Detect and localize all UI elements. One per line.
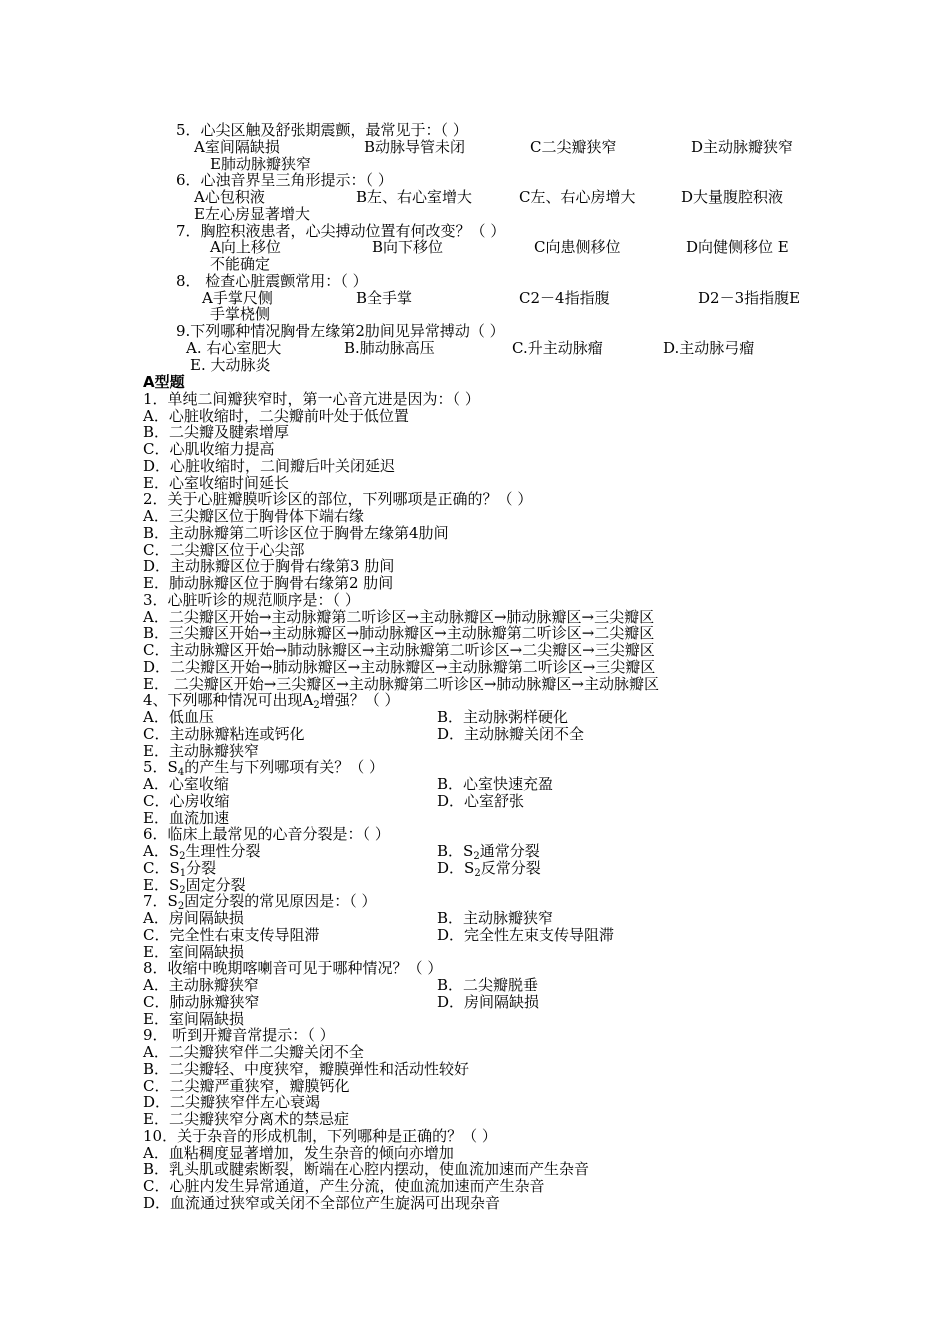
question-8-stem: 8．收缩中晚期喀喇音可见于哪种情况？（ ） xyxy=(143,959,443,978)
option-e: E．血流加速 xyxy=(143,808,229,827)
option-b: B．三尖瓣区开始→主动脉瓣区→肺动脉瓣区→主动脉瓣第二听诊区→二尖瓣区 xyxy=(143,624,655,643)
question-8-options-row-2 xyxy=(176,306,826,323)
question-6-options-row xyxy=(176,189,826,206)
option-a: A．房间隔缺损 xyxy=(143,909,244,927)
option-e: E．二尖瓣狭窄分离术的禁忌症 xyxy=(143,1110,349,1128)
question-6-options-row-2 xyxy=(176,206,826,223)
question-5-options-row xyxy=(176,139,826,156)
question-9-stem: 9． 听到开瓣音常提示：（ ） xyxy=(143,1026,335,1045)
option-b: B向下移位 xyxy=(372,238,444,257)
question-2-stem: 2．关于心脏瓣膜听诊区的部位，下列哪项是正确的？（ ） xyxy=(143,490,533,509)
option-a: A．血粘稠度显著增加，发生杂音的倾向亦增加 xyxy=(143,1143,454,1162)
option-d: D．完全性左束支传导阻滞 xyxy=(437,925,615,944)
option-e: E左心房显著增大 xyxy=(194,204,310,223)
option-b: B．二尖瓣轻、中度狭窄，瓣膜弹性和活动性较好 xyxy=(143,1059,470,1078)
option-e: E．室间隔缺损 xyxy=(143,942,244,961)
section-header: A型题 xyxy=(143,373,185,391)
option-d: D．$S_2$反常分裂 xyxy=(437,858,541,879)
option-c: C向患侧移位 xyxy=(534,238,621,257)
option-c: C．完全性右束支传导阻滞 xyxy=(143,925,320,944)
question-section-1 xyxy=(176,122,826,373)
option-a: A向上移位 xyxy=(210,238,281,257)
option-e: E．室间隔缺损 xyxy=(143,1009,244,1028)
option-e: E. 大动脉炎 xyxy=(190,355,271,374)
question-9-stem: 9.下列哪种情况胸骨左缘第2肋间见异常搏动（ ） xyxy=(176,322,505,340)
option-b: B．主动脉瓣第二听诊区位于胸骨左缘第4肋间 xyxy=(143,523,449,542)
question-6-options-row-2 xyxy=(143,860,843,877)
option-a: A. 右心室肥大 xyxy=(186,338,282,357)
option-d: D．二尖瓣狭窄伴左心衰竭 xyxy=(143,1093,321,1112)
option-c: C．肺动脉瓣狭窄 xyxy=(143,992,260,1011)
option-d: D．二尖瓣区开始→肺动脉瓣区→主动脉瓣区→主动脉瓣第二听诊区→三尖瓣区 xyxy=(143,657,656,676)
option-b: B左、右心室增大 xyxy=(356,188,473,206)
question-6-stem: 6．临床上最常见的心音分裂是：（ ） xyxy=(143,825,390,844)
option-e: E． 二尖瓣区开始→三尖瓣区→主动脉瓣第二听诊区→肺动脉瓣区→主动脉瓣区 xyxy=(143,674,659,693)
option-c: C．二尖瓣严重狭窄，瓣膜钙化 xyxy=(143,1076,350,1095)
option-d: D．心脏收缩时，二间瓣后叶关闭延迟 xyxy=(143,456,396,475)
option-e: 手掌桡侧 xyxy=(210,305,271,324)
question-4-options-row-2 xyxy=(143,726,843,743)
option-b: B．主动脉粥样硬化 xyxy=(437,708,569,726)
question-9-options-row xyxy=(176,340,826,357)
question-5-options-row-2 xyxy=(176,156,826,173)
question-4-options-row xyxy=(143,709,843,726)
option-b: B．二尖瓣脱垂 xyxy=(437,976,539,994)
option-b: B．二尖瓣及腱索增厚 xyxy=(143,423,290,442)
option-a: A．二尖瓣区开始→主动脉瓣第二听诊区→主动脉瓣区→肺动脉瓣区→三尖瓣区 xyxy=(143,607,655,626)
option-a: A．主动脉瓣狭窄 xyxy=(143,976,259,994)
option-a: A心包积液 xyxy=(194,188,265,206)
question-8-options-row xyxy=(143,977,843,994)
option-c: C．主动脉瓣区开始→肺动脉瓣区→主动脉瓣第二听诊区→二尖瓣区→三尖瓣区 xyxy=(143,641,655,659)
option-e: E肺动脉瓣狭窄 xyxy=(210,154,311,173)
question-7-stem: 7．$S_2$固定分裂的常见原因是：（ ） xyxy=(143,892,377,913)
option-e: E．$S_2$固定分裂 xyxy=(143,875,246,896)
option-c: C2－4指指腹 xyxy=(519,288,610,307)
question-4-stem: 4、下列哪种情况可出现$A_2$增强？（ ） xyxy=(143,691,400,712)
question-8-options-row-2 xyxy=(143,994,843,1011)
option-d: D.主动脉弓瘤 xyxy=(663,338,755,357)
option-d: D2－3指指腹E xyxy=(698,288,801,307)
option-a: A．心脏收缩时，二尖瓣前叶处于低位置 xyxy=(143,406,409,425)
option-c: C．心房收缩 xyxy=(143,791,230,810)
option-a: A．二尖瓣狭窄伴二尖瓣关闭不全 xyxy=(143,1043,364,1061)
option-d: D．房间隔缺损 xyxy=(437,992,540,1011)
option-a: A．三尖瓣区位于胸骨体下端右缘 xyxy=(143,507,364,525)
option-c: C．心肌收缩力提高 xyxy=(143,440,275,458)
question-7-options-row-2 xyxy=(176,256,826,273)
option-e: E．肺动脉瓣区位于胸骨右缘第2 肋间 xyxy=(143,574,394,592)
option-d: D主动脉瓣狭窄 xyxy=(691,137,794,156)
question-8-options-row xyxy=(176,290,826,307)
option-c: C.升主动脉瘤 xyxy=(512,338,603,357)
option-c: C二尖瓣狭窄 xyxy=(530,137,617,156)
option-b: B．主动脉瓣狭窄 xyxy=(437,909,554,927)
option-a: A室间隔缺损 xyxy=(194,137,280,156)
question-7-options-row xyxy=(176,239,826,256)
option-c: C左、右心房增大 xyxy=(519,188,636,206)
option-a: A．心室收缩 xyxy=(143,775,229,793)
option-e: 不能确定 xyxy=(210,255,271,273)
question-5-options-row xyxy=(143,776,843,793)
question-7-options-row xyxy=(143,910,843,927)
option-c: C．$S_1$分裂 xyxy=(143,858,217,879)
option-b: B动脉导管未闭 xyxy=(364,137,466,156)
option-b: B．乳头肌或腱索断裂，断端在心腔内摆动，使血流加速而产生杂音 xyxy=(143,1160,590,1179)
option-b: B.肺动脉高压 xyxy=(344,338,435,357)
option-d: D．主动脉瓣区位于胸骨右缘第3 肋间 xyxy=(143,557,395,576)
question-7-stem: 7．胸腔积液患者，心尖搏动位置有何改变？（ ） xyxy=(176,221,506,240)
option-d: D大量腹腔积液 xyxy=(681,188,784,206)
option-d: D．血流通过狭窄或关闭不全部位产生旋涡可出现杂音 xyxy=(143,1193,501,1212)
option-c: C．主动脉瓣粘连或钙化 xyxy=(143,724,305,743)
option-e: E．主动脉瓣狭窄 xyxy=(143,741,259,760)
option-a: A手掌尺侧 xyxy=(202,288,273,307)
question-3-stem: 3．心脏听诊的规范顺序是：（ ） xyxy=(143,590,360,609)
question-10-stem: 10．关于杂音的形成机制，下列哪种是正确的？（ ） xyxy=(143,1126,497,1145)
question-section-2 xyxy=(143,374,843,1212)
question-5-stem: 5．$S_4$的产生与下列哪项有关？（ ） xyxy=(143,758,384,779)
option-d: D．心室舒张 xyxy=(437,791,525,810)
option-d: D．主动脉瓣关闭不全 xyxy=(437,724,585,743)
option-b: B全手掌 xyxy=(356,288,413,307)
option-e: E．心室收缩时间延长 xyxy=(143,473,289,492)
option-a: A．$S_2$生理性分裂 xyxy=(143,842,261,862)
question-6-options-row xyxy=(143,843,843,860)
question-7-options-row-2 xyxy=(143,927,843,944)
option-d: D向健侧移位 E xyxy=(686,238,789,257)
question-5-options-row-2 xyxy=(143,793,843,810)
option-c: C．心脏内发生异常通道，产生分流，使血流加速而产生杂音 xyxy=(143,1177,545,1195)
option-b: B．心室快速充盈 xyxy=(437,775,554,793)
question-6-stem: 6．心浊音界呈三角形提示：（ ） xyxy=(176,171,393,190)
option-c: C．二尖瓣区位于心尖部 xyxy=(143,540,305,559)
question-9-options-row-2 xyxy=(176,357,826,374)
option-a: A．低血压 xyxy=(143,708,214,726)
question-8-stem: 8． 检查心脏震颤常用：（ ） xyxy=(176,271,368,290)
question-5-stem: 5．心尖区触及舒张期震颤，最常见于：（ ） xyxy=(176,121,468,139)
question-1-stem: 1．单纯二间瓣狭窄时，第一心音亢进是因为：（ ） xyxy=(143,389,480,408)
option-b: B．$S_2$通常分裂 xyxy=(437,842,540,862)
